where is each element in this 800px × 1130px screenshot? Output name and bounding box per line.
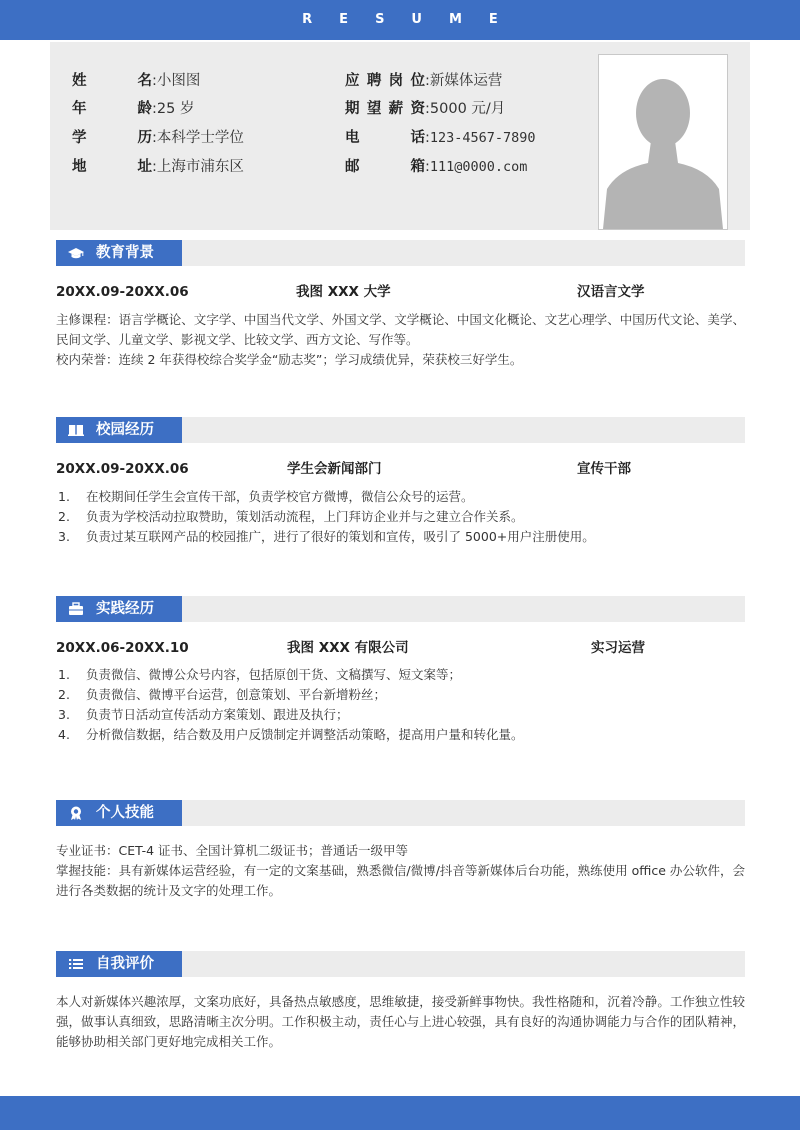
graduation-cap-icon: [68, 246, 84, 260]
info-label: 邮箱: [345, 159, 425, 175]
entry-role: 汉语言文学: [577, 284, 645, 300]
footer-bar: [0, 1096, 800, 1130]
info-age: 年龄:25 岁: [72, 98, 194, 120]
award-icon: [68, 806, 84, 820]
section-tab: [56, 951, 182, 977]
entry-organization: 我图 XXX 有限公司: [287, 640, 409, 656]
section-header-self-evaluation: [56, 951, 745, 977]
list-item: 1. 负责微信、微博公众号内容，包括原创干货、文稿撰写、短文案等；: [58, 667, 462, 682]
info-address: 地址:上海市浦东区: [72, 156, 244, 178]
info-value: 上海市浦东区: [156, 159, 244, 175]
section-title: 教育背景: [96, 245, 154, 261]
section-header-education: [56, 240, 745, 266]
info-salary: 期望薪资:5000 元/月: [345, 98, 505, 120]
self-evaluation-text: 本人对新媒体兴趣浓厚，文案功底好，具备热点敏感度，思维敏捷，接受新鲜事物快。我性格随和，沉着冷静。工作独立性较强，做事认真细致，思路清晰主次分明。工作积极主动，责任心与上进心较强，具有良好的沟通协调能力与合作的团队精神，能够协助相关部门更好地完成相关工作。: [56, 994, 745, 1049]
entry-date: 20XX.09-20XX.06: [56, 461, 189, 477]
entry-date: 20XX.09-20XX.06: [56, 284, 189, 300]
info-value: 111@0000.com: [429, 159, 528, 175]
resume-title: RESUME: [302, 12, 525, 27]
info-name: 姓名:小图图: [72, 70, 200, 92]
practice-entry: [56, 638, 745, 658]
info-value: 本科学士学位: [156, 130, 244, 146]
info-label: 应聘岗位: [345, 73, 425, 89]
section-header-campus: [56, 417, 745, 443]
section-title: 自我评价: [96, 956, 154, 972]
info-label: 学历: [72, 130, 152, 146]
entry-role: 实习运营: [591, 640, 645, 656]
info-phone: 电话:123-4567-7890: [345, 127, 536, 149]
section-header-practice: [56, 596, 745, 622]
list-item: 2. 负责为学校活动拉取赞助，策划活动流程，上门拜访企业并与之建立合作关系。: [58, 509, 524, 524]
list-icon: [68, 957, 84, 971]
section-title: 个人技能: [96, 805, 154, 821]
entry-organization: 我图 XXX 大学: [296, 284, 391, 300]
info-education: 学历:本科学士学位: [72, 127, 244, 149]
section-header-skills: [56, 800, 745, 826]
skills-abilities: 掌握技能：具有新媒体运营经验，有一定的文案基础，熟悉微信/微博/抖音等新媒体后台功能，熟练使用 office 办公软件，会进行各类数据的统计及文字的处理工作。: [56, 863, 745, 898]
education-entry: [56, 282, 745, 302]
info-label: 姓名: [72, 73, 152, 89]
briefcase-icon: [68, 602, 84, 616]
info-email: 邮箱:111@0000.com: [345, 156, 527, 178]
section-tab: [56, 417, 182, 443]
entry-role: 宣传干部: [577, 461, 631, 477]
info-value: 123-4567-7890: [429, 130, 536, 146]
section-title: 校园经历: [96, 422, 154, 438]
info-value: 小图图: [156, 73, 201, 89]
skills-certificates: 专业证书：CET-4 证书、全国计算机二级证书；普通话一级甲等: [56, 843, 409, 858]
info-label: 电话: [345, 130, 425, 146]
avatar-silhouette-icon: [599, 55, 727, 229]
info-label: 年龄: [72, 101, 152, 117]
list-item: 3. 负责节日活动宣传活动方案策划、跟进及执行；: [58, 707, 349, 722]
book-icon: [68, 423, 84, 437]
entry-organization: 学生会新闻部门: [287, 461, 382, 477]
list-item: 2. 负责微信、微博平台运营，创意策划、平台新增粉丝；: [58, 687, 387, 702]
info-position: 应聘岗位:新媒体运营: [345, 70, 502, 92]
education-courses: 主修课程：语言学概论、文字学、中国当代文学、外国文学、文学概论、中国文化概论、文艺心理学、中国历代文论、美学、民间文学、儿童文学、影视文学、比较文学、西方文论、写作等。: [56, 312, 745, 347]
education-honors: 校内荣誉：连续 2 年获得校综合奖学金“励志奖”；学习成绩优异，荣获校三好学生。: [56, 352, 523, 367]
info-value: 5000 元/月: [429, 101, 506, 117]
list-item: 4. 分析微信数据，结合数及用户反馈制定并调整活动策略，提高用户量和转化量。: [58, 727, 524, 742]
campus-entry: [56, 459, 745, 479]
section-tab: [56, 596, 182, 622]
info-value: 新媒体运营: [429, 73, 503, 89]
info-label: 地址: [72, 159, 152, 175]
list-item: 1. 在校期间任学生会宣传干部，负责学校官方微博，微信公众号的运营。: [58, 489, 474, 504]
practice-duties-list: [56, 665, 745, 745]
profile-photo: [598, 54, 728, 230]
info-label: 期望薪资: [345, 101, 425, 117]
section-title: 实践经历: [96, 601, 154, 617]
list-item: 3. 负责过某互联网产品的校园推广，进行了很好的策划和宣传，吸引了 5000+用户注册使用。: [58, 529, 595, 544]
campus-duties-list: [56, 487, 745, 547]
info-value: 25 岁: [156, 101, 195, 117]
entry-date: 20XX.06-20XX.10: [56, 640, 189, 656]
section-tab: [56, 800, 182, 826]
section-tab: [56, 240, 182, 266]
